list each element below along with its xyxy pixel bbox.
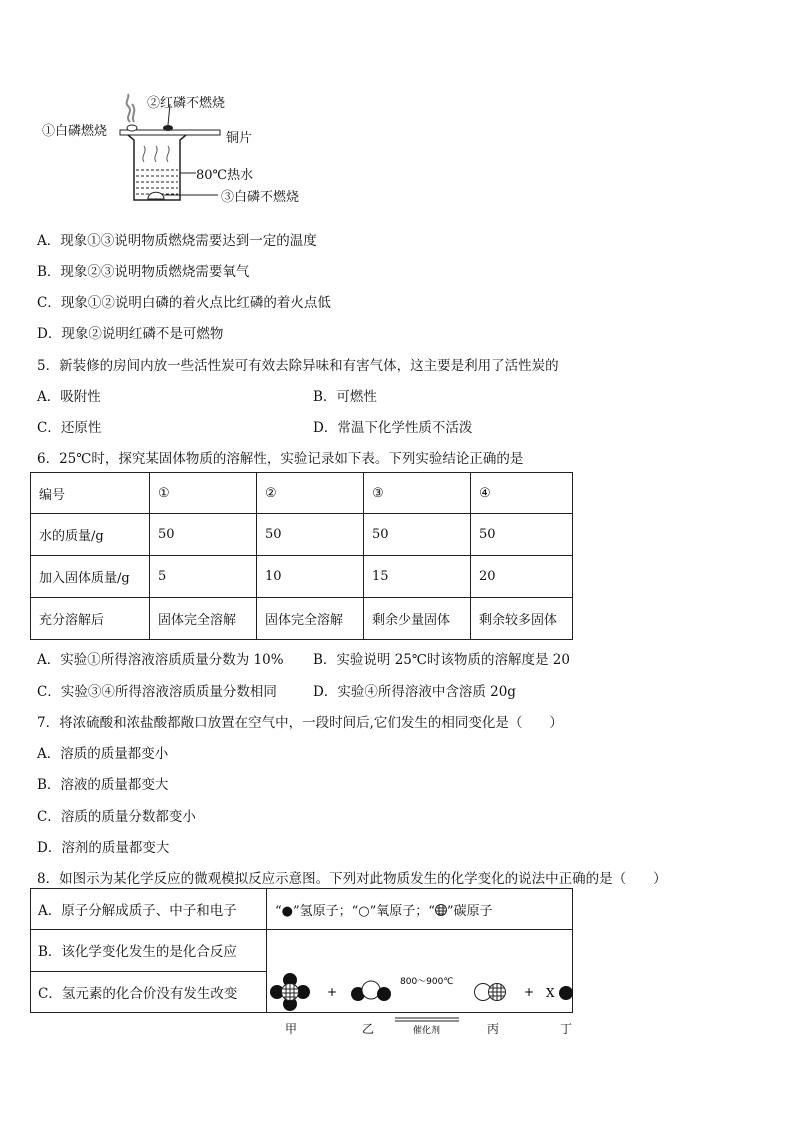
- table-cell: ④: [471, 473, 573, 514]
- table-cell: 编号: [31, 473, 150, 514]
- q8-option-c: C．氢元素的化合价没有发生改变: [31, 971, 267, 1013]
- molecule-jia: [270, 973, 310, 1011]
- q8-name-bing: 丙: [487, 1022, 500, 1036]
- table-cell: 固体完全溶解: [150, 598, 257, 640]
- figure-label-water: 80℃热水: [196, 168, 254, 183]
- table-row: [31, 514, 573, 556]
- q6-option-d: D．实验④所得溶液中含溶质 20g: [313, 684, 516, 700]
- q4-option-c: C．现象①②说明白磷的着火点比红磷的着火点低: [37, 295, 331, 311]
- molecule-yi: [351, 981, 391, 1001]
- table-cell: 剩余少量固体: [364, 598, 471, 640]
- beaker: [128, 135, 186, 200]
- table-row: [31, 889, 573, 930]
- q5-option-c: C．还原性: [37, 420, 102, 436]
- q7-option-b: B．溶液的质量都变大: [37, 777, 169, 793]
- q5-option-a: A．吸附性: [37, 389, 101, 405]
- table-cell: 50: [471, 514, 573, 556]
- q5-option-d: D．常温下化学性质不活泼: [313, 420, 473, 436]
- svg-text:+: +: [524, 985, 535, 999]
- table-cell: 加入固体质量/g: [31, 556, 150, 598]
- q8-legend: “●”氢原子；“○”氧原子；“: [275, 903, 435, 919]
- q8-condition: 800～900℃: [400, 977, 454, 987]
- q6-stem: 6．25℃时，探究某固体物质的溶解性，实验记录如下表。下列实验结论正确的是: [37, 451, 524, 467]
- figure-label-1: ①白磷燃烧: [42, 124, 108, 139]
- reaction-diagram: [265, 970, 573, 1036]
- q8-name-jia: 甲: [285, 1022, 298, 1036]
- q5-option-b: B．可燃性: [313, 389, 377, 405]
- table-row: [31, 598, 573, 640]
- molecule-bing: [475, 983, 506, 1001]
- figure-label-3: ③白磷不燃烧: [221, 190, 300, 205]
- table-cell: 水的质量/g: [31, 514, 150, 556]
- table-header-row: [31, 473, 573, 514]
- table-cell: 10: [257, 556, 364, 598]
- carbon-atom-icon: [435, 904, 447, 916]
- table-cell: ①: [150, 473, 257, 514]
- table-cell: 15: [364, 556, 471, 598]
- q8-legend-cell: [267, 889, 573, 930]
- table-cell: ③: [364, 473, 471, 514]
- q7-stem: 7．将浓硫酸和浓盐酸都敞口放置在空气中，一段时间后,它们发生的相同变化是（ ）: [37, 715, 563, 731]
- q8-legend-carbon: ”碳原子: [446, 903, 493, 919]
- q5-stem: 5．新装修的房间内放一些活性炭可有效去除异味和有害气体，这主要是利用了活性炭的: [37, 358, 559, 374]
- figure-label-copper: 铜片: [226, 131, 253, 146]
- table-row: [31, 556, 573, 598]
- q4-option-a: A．现象①③说明物质燃烧需要达到一定的温度: [37, 233, 317, 249]
- q7-option-c: C．溶质的质量分数都变小: [37, 809, 196, 825]
- q6-option-a: A．实验①所得溶液溶质质量分数为 10%: [37, 652, 284, 668]
- table-cell: 50: [364, 514, 471, 556]
- table-cell: 充分溶解后: [31, 598, 150, 640]
- table-cell: 剩余较多固体: [471, 598, 573, 640]
- svg-text:+: +: [327, 985, 338, 999]
- table-cell: 50: [257, 514, 364, 556]
- q6-option-c: C．实验③④所得溶液溶质质量分数相同: [37, 684, 277, 700]
- q7-option-a: A．溶质的质量都变小: [37, 746, 169, 762]
- q6-option-b: B．实验说明 25℃时该物质的溶解度是 20: [313, 652, 570, 668]
- table-cell: 固体完全溶解: [257, 598, 364, 640]
- table-cell: 20: [471, 556, 573, 598]
- q4-option-b: B．现象②③说明物质燃烧需要氧气: [37, 264, 250, 280]
- q7-option-d: D．溶剂的质量都变大: [37, 840, 170, 856]
- smoke-icon: [127, 94, 135, 122]
- q6-table: [30, 472, 573, 640]
- q8-option-b: B．该化学变化发生的是化合反应: [31, 930, 267, 972]
- q8-x-label: X: [546, 986, 555, 1000]
- q4-option-d: D．现象②说明红磷不是可燃物: [37, 326, 224, 342]
- q8-catalyst: 催化剂: [413, 1026, 441, 1036]
- q8-name-yi: 乙: [362, 1022, 375, 1036]
- table-row: [31, 930, 573, 972]
- table-cell: 5: [150, 556, 257, 598]
- q8-option-a: A．原子分解成质子、中子和电子: [31, 889, 267, 930]
- table-cell: 50: [150, 514, 257, 556]
- q8-stem: 8．如图示为某化学反应的微观模拟反应示意图。下列对此物质发生的化学变化的说法中正确的是（ ）: [37, 871, 667, 887]
- table-cell: ②: [257, 473, 364, 514]
- figure-label-2: ②红磷不燃烧: [147, 96, 226, 111]
- q8-name-ding: 丁: [560, 1022, 573, 1036]
